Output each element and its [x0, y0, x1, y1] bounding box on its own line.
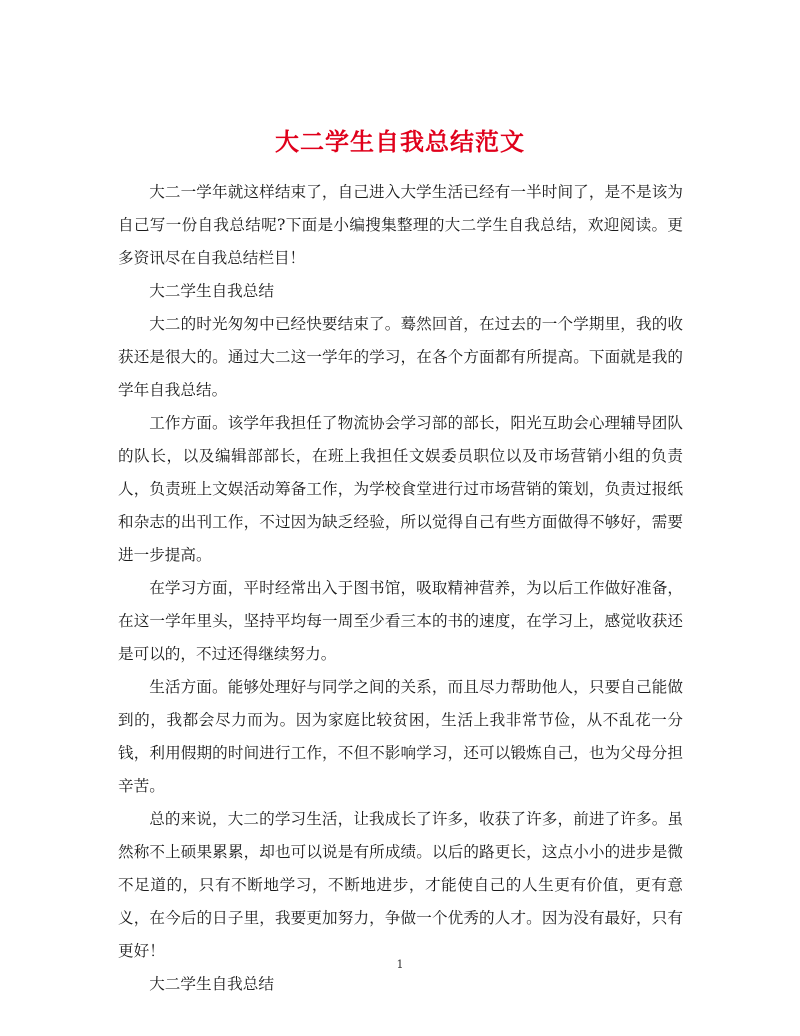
page-number: 1	[396, 958, 404, 971]
paragraph-subheading: 大二学生自我总结	[149, 282, 274, 300]
paragraph-conclusion: 总的来说，大二的学习生活，让我成长了许多，收获了许多，前进了许多。虽然称不上硕果累累，却也可以说是有所成绩。以后的路更长，这点小小的进步是微不足道的，只有不断地学习，不断地进步，才能使自己的人生更有价值，更有意义，在今后的日子里，我要更加努力，争做一个优秀的人才。因为没有最好，只有更好！	[118, 810, 683, 960]
document-body	[118, 176, 683, 1001]
paragraph-reflection: 大二的时光匆匆中已经快要结束了。蓦然回首，在过去的一个学期里，我的收获还是很大的。通过大二这一学年的学习，在各个方面都有所提高。下面就是我的学年自我总结。	[118, 315, 683, 399]
document-title: 大二学生自我总结范文	[275, 127, 525, 157]
paragraph-subheading-repeat: 大二学生自我总结	[149, 975, 274, 993]
paragraph-study: 在学习方面，平时经常出入于图书馆，吸取精神营养，为以后工作做好准备，在这一学年里头，坚持平均每一周至少看三本的书的速度，在学习上，感觉收获还是可以的，不过还得继续努力。	[118, 579, 683, 663]
paragraph-work: 工作方面。该学年我担任了物流协会学习部的部长，阳光互助会心理辅导团队的队长，以及编辑部部长，在班上我担任文娱委员职位以及市场营销小组的负责人，负责班上文娱活动筹备工作，为学校食堂进行过市场营销的策划，负责过报纸和杂志的出刊工作，不过因为缺乏经验，所以觉得自己有些方面做得不够好，需要进一步提高。	[118, 414, 683, 564]
paragraph-life: 生活方面。能够处理好与同学之间的关系，而且尽力帮助他人，只要自己能做到的，我都会尽力而为。因为家庭比较贫困，生活上我非常节俭，从不乱花一分钱，利用假期的时间进行工作，不但不影响学习，还可以锻炼自己，也为父母分担辛苦。	[118, 678, 683, 795]
paragraph-intro: 大二一学年就这样结束了，自己进入大学生活已经有一半时间了，是不是该为自己写一份自我总结呢?下面是小编搜集整理的大二学生自我总结，欢迎阅读。更多资讯尽在自我总结栏目！	[118, 183, 683, 267]
